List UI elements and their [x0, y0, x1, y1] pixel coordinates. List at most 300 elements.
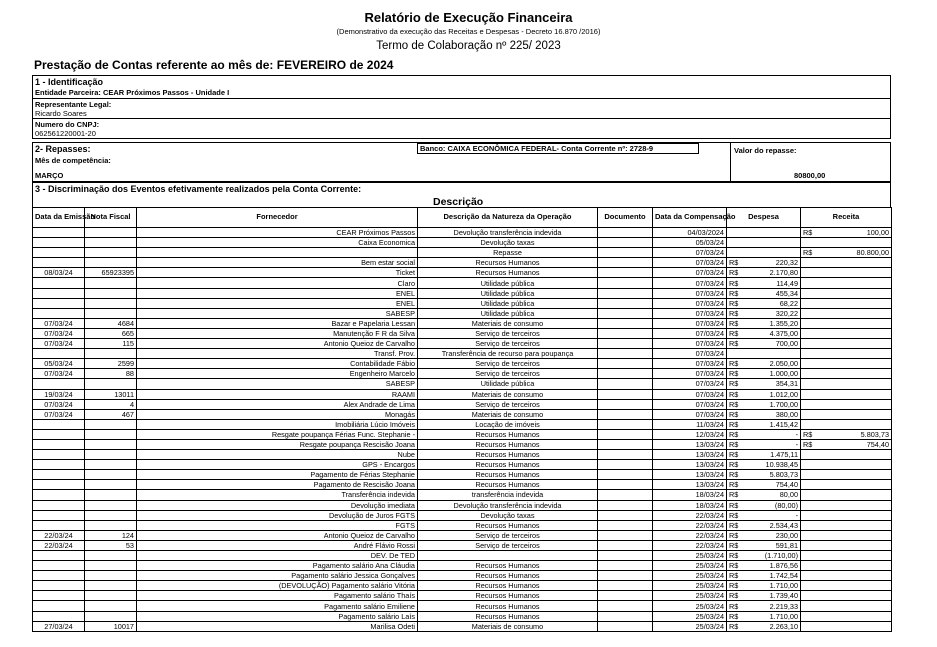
col-nota-fiscal: Nota Fiscal	[85, 208, 137, 228]
cell-despesa-currency	[727, 248, 741, 258]
term-number: Termo de Colaboração nº 225/ 2023	[376, 40, 561, 52]
cell-natureza: Transferência de recurso para poupança	[418, 349, 598, 359]
cell-data-compensacao: 07/03/24	[653, 359, 727, 369]
col-receita: Receita	[801, 208, 892, 228]
cell-receita	[815, 591, 892, 601]
cell-nota-fiscal	[85, 419, 137, 429]
cell-fornecedor: Pagamento salário Thaís	[137, 591, 418, 601]
table-row	[33, 328, 892, 338]
mes-label: Mês de competência:	[35, 156, 111, 165]
cell-data-compensacao: 22/03/24	[653, 510, 727, 520]
cell-receita	[815, 561, 892, 571]
cell-fornecedor: Ticket	[137, 268, 418, 278]
cell-data-compensacao: 07/03/24	[653, 268, 727, 278]
table-row	[33, 561, 892, 571]
cell-receita-currency	[801, 318, 815, 328]
cell-despesa-currency: R$	[727, 318, 741, 328]
cell-natureza: Recursos Humanos	[418, 591, 598, 601]
cell-receita	[815, 450, 892, 460]
cell-natureza: Materiais de consumo	[418, 318, 598, 328]
cell-receita	[815, 510, 892, 520]
cell-natureza: Devolução transferência indevida	[418, 500, 598, 510]
cell-nota-fiscal: 2599	[85, 359, 137, 369]
discriminacao-section	[32, 182, 891, 208]
cell-nota-fiscal: 115	[85, 339, 137, 349]
cell-receita	[815, 268, 892, 278]
cell-nota-fiscal	[85, 460, 137, 470]
cell-receita-currency	[801, 460, 815, 470]
cell-natureza: Devolução taxas	[418, 238, 598, 248]
cell-fornecedor: SABESP	[137, 379, 418, 389]
cell-receita-currency	[801, 349, 815, 359]
cell-documento	[598, 288, 653, 298]
cell-fornecedor: Pagamento de Férias Stephanie	[137, 470, 418, 480]
banco-box	[417, 143, 699, 154]
cell-nota-fiscal: 4684	[85, 318, 137, 328]
cell-natureza: Serviço de terceiros	[418, 530, 598, 540]
cell-despesa: 220,32	[741, 258, 801, 268]
cell-data-compensacao: 07/03/24	[653, 278, 727, 288]
cell-fornecedor: Contabilidade Fábio	[137, 359, 418, 369]
cell-receita	[815, 288, 892, 298]
cell-nota-fiscal: 65923395	[85, 268, 137, 278]
cell-data-emissao	[33, 288, 85, 298]
cell-nota-fiscal	[85, 581, 137, 591]
cell-nota-fiscal	[85, 551, 137, 561]
cell-despesa-currency: R$	[727, 500, 741, 510]
cell-natureza: Utilidade pública	[418, 308, 598, 318]
cell-documento	[598, 399, 653, 409]
table-row	[33, 480, 892, 490]
cell-nota-fiscal	[85, 591, 137, 601]
cell-fornecedor: Devolução imediata	[137, 500, 418, 510]
table-row	[33, 308, 892, 318]
cell-despesa-currency: R$	[727, 288, 741, 298]
cell-natureza: Recursos Humanos	[418, 520, 598, 530]
cell-receita	[815, 540, 892, 550]
repasses-section	[32, 142, 891, 182]
cell-despesa-currency: R$	[727, 379, 741, 389]
cell-receita-currency	[801, 298, 815, 308]
cell-despesa-currency: R$	[727, 470, 741, 480]
table-row	[33, 238, 892, 248]
cell-nota-fiscal	[85, 571, 137, 581]
cell-receita-currency	[801, 611, 815, 621]
cell-nota-fiscal	[85, 601, 137, 611]
cell-receita	[815, 349, 892, 359]
cell-data-compensacao: 07/03/24	[653, 389, 727, 399]
cell-documento	[598, 601, 653, 611]
cell-despesa-currency: R$	[727, 450, 741, 460]
cell-receita	[815, 238, 892, 248]
cell-data-compensacao: 22/03/24	[653, 540, 727, 550]
table-row	[33, 540, 892, 550]
cell-data-emissao	[33, 248, 85, 258]
cell-data-emissao	[33, 439, 85, 449]
cell-data-emissao	[33, 379, 85, 389]
cell-natureza: transferência indevida	[418, 490, 598, 500]
cell-data-compensacao: 07/03/24	[653, 248, 727, 258]
cell-data-emissao: 08/03/24	[33, 268, 85, 278]
cell-despesa: 354,31	[741, 379, 801, 389]
cell-fornecedor: Resgate poupança Rescisão Joana	[137, 439, 418, 449]
cell-data-compensacao: 25/03/24	[653, 621, 727, 631]
cell-natureza: Recursos Humanos	[418, 450, 598, 460]
cell-despesa: 2.219,33	[741, 601, 801, 611]
cell-despesa: 1.739,40	[741, 591, 801, 601]
cell-natureza: Serviço de terceiros	[418, 359, 598, 369]
cell-receita	[815, 419, 892, 429]
cell-despesa: 1.742,54	[741, 571, 801, 581]
cell-fornecedor: Pagamento de Rescisão Joana	[137, 480, 418, 490]
cell-despesa: 68,22	[741, 298, 801, 308]
cell-documento	[598, 429, 653, 439]
cell-fornecedor: ENEL	[137, 288, 418, 298]
cell-receita	[815, 328, 892, 338]
cell-data-compensacao: 05/03/24	[653, 238, 727, 248]
cell-data-compensacao: 25/03/24	[653, 551, 727, 561]
cell-despesa: (1.710,00)	[741, 551, 801, 561]
cell-data-emissao	[33, 429, 85, 439]
cell-natureza: Serviço de terceiros	[418, 328, 598, 338]
cell-data-emissao: 07/03/24	[33, 409, 85, 419]
cell-despesa-currency: R$	[727, 369, 741, 379]
cell-documento	[598, 379, 653, 389]
cell-nota-fiscal	[85, 349, 137, 359]
cell-fornecedor: Alex Andrade de Lima	[137, 399, 418, 409]
cell-receita	[815, 571, 892, 581]
cell-data-emissao	[33, 238, 85, 248]
cell-documento	[598, 551, 653, 561]
report-subtitle: (Demonstrativo da execução das Receitas e Despesas - Decreto 16.870 /2016)	[336, 27, 601, 36]
cell-despesa	[741, 248, 801, 258]
cell-receita	[815, 490, 892, 500]
cell-fornecedor: ENEL	[137, 298, 418, 308]
table-row	[33, 510, 892, 520]
cell-documento	[598, 349, 653, 359]
cell-receita: 100,00	[815, 228, 892, 238]
cell-receita	[815, 530, 892, 540]
cell-data-compensacao: 11/03/24	[653, 419, 727, 429]
cell-fornecedor: Bazar e Papelaria Lessan	[137, 318, 418, 328]
cell-nota-fiscal	[85, 561, 137, 571]
cell-data-emissao: 07/03/24	[33, 328, 85, 338]
cell-despesa	[741, 349, 801, 359]
col-despesa: Despesa	[727, 208, 801, 228]
cell-documento	[598, 470, 653, 480]
cell-data-emissao	[33, 228, 85, 238]
table-row	[33, 369, 892, 379]
cell-data-compensacao: 07/03/24	[653, 369, 727, 379]
cell-despesa: 1.012,00	[741, 389, 801, 399]
cell-receita	[815, 460, 892, 470]
cell-data-emissao	[33, 258, 85, 268]
cell-natureza: Utilidade pública	[418, 379, 598, 389]
cell-despesa: 2.534,43	[741, 520, 801, 530]
cell-despesa: 1.415,42	[741, 419, 801, 429]
cell-despesa: (80,00)	[741, 500, 801, 510]
table-row	[33, 621, 892, 631]
cell-despesa-currency: R$	[727, 530, 741, 540]
cell-documento	[598, 540, 653, 550]
cell-nota-fiscal	[85, 480, 137, 490]
cell-data-compensacao: 18/03/24	[653, 490, 727, 500]
cell-receita-currency	[801, 621, 815, 631]
table-row	[33, 611, 892, 621]
cell-despesa-currency: R$	[727, 520, 741, 530]
cell-nota-fiscal	[85, 470, 137, 480]
cell-nota-fiscal	[85, 429, 137, 439]
cell-data-emissao	[33, 460, 85, 470]
cell-data-compensacao: 07/03/24	[653, 298, 727, 308]
cell-receita-currency	[801, 601, 815, 611]
cell-receita	[815, 581, 892, 591]
cell-nota-fiscal	[85, 439, 137, 449]
cell-data-compensacao: 07/03/24	[653, 328, 727, 338]
representante-value: Ricardo Soares	[35, 109, 87, 118]
cell-receita	[815, 298, 892, 308]
cell-fornecedor: GPS - Encargos	[137, 460, 418, 470]
cell-data-emissao: 22/03/24	[33, 530, 85, 540]
cell-despesa: 754,40	[741, 480, 801, 490]
cell-data-compensacao: 07/03/24	[653, 379, 727, 389]
cell-nota-fiscal: 467	[85, 409, 137, 419]
cell-documento	[598, 409, 653, 419]
cell-despesa: 320,22	[741, 308, 801, 318]
cell-despesa: 80,00	[741, 490, 801, 500]
cell-despesa-currency: R$	[727, 298, 741, 308]
cell-receita	[815, 308, 892, 318]
cell-despesa: 2.170,80	[741, 268, 801, 278]
cell-data-compensacao: 13/03/24	[653, 439, 727, 449]
cell-nota-fiscal	[85, 228, 137, 238]
cell-receita	[815, 500, 892, 510]
cell-data-emissao	[33, 520, 85, 530]
cell-data-compensacao: 22/03/24	[653, 530, 727, 540]
cell-data-compensacao: 25/03/24	[653, 611, 727, 621]
cell-fornecedor: Pagamento salário Ana Cláudia	[137, 561, 418, 571]
cell-documento	[598, 591, 653, 601]
cell-receita-currency	[801, 389, 815, 399]
cell-despesa-currency	[727, 238, 741, 248]
table-row	[33, 429, 892, 439]
cell-natureza: Materiais de consumo	[418, 621, 598, 631]
cell-despesa-currency: R$	[727, 540, 741, 550]
cell-despesa: -	[741, 429, 801, 439]
cell-receita	[815, 318, 892, 328]
cell-data-compensacao: 07/03/24	[653, 399, 727, 409]
cell-nota-fiscal	[85, 490, 137, 500]
cell-natureza: Recursos Humanos	[418, 571, 598, 581]
cell-nota-fiscal	[85, 288, 137, 298]
cell-data-compensacao: 22/03/24	[653, 520, 727, 530]
table-row	[33, 389, 892, 399]
cell-data-compensacao: 07/03/24	[653, 318, 727, 328]
cell-receita-currency	[801, 278, 815, 288]
cell-despesa-currency: R$	[727, 601, 741, 611]
cell-nota-fiscal: 665	[85, 328, 137, 338]
cell-fornecedor: Bem estar social	[137, 258, 418, 268]
cell-fornecedor: Resgate poupança Férias Func. Stephanie -	[137, 429, 418, 439]
cell-fornecedor: Antonio Queioz de Carvalho	[137, 339, 418, 349]
table-row	[33, 520, 892, 530]
cell-natureza: Recursos Humanos	[418, 429, 598, 439]
cell-data-compensacao: 13/03/24	[653, 460, 727, 470]
table-row	[33, 248, 892, 258]
cell-receita-currency	[801, 490, 815, 500]
cell-receita-currency: R$	[801, 429, 815, 439]
cell-fornecedor: (DEVOLUÇÃO) Pagamento salário Vitória	[137, 581, 418, 591]
cell-receita-currency	[801, 520, 815, 530]
cell-documento	[598, 258, 653, 268]
cell-despesa-currency: R$	[727, 278, 741, 288]
cell-natureza: Recursos Humanos	[418, 611, 598, 621]
col-fornecedor: Fornecedor	[137, 208, 418, 228]
cell-documento	[598, 530, 653, 540]
entidade-label: Entidade Parceira: CEAR Próximos Passos - Unidade I	[35, 88, 230, 97]
repasses-heading: 2- Repasses:	[35, 144, 91, 154]
cell-natureza: Materiais de consumo	[418, 389, 598, 399]
cell-fornecedor: Monagás	[137, 409, 418, 419]
cell-receita	[815, 611, 892, 621]
cell-receita-currency	[801, 399, 815, 409]
cell-natureza: Serviço de terceiros	[418, 369, 598, 379]
table-row	[33, 258, 892, 268]
cell-documento	[598, 308, 653, 318]
cell-documento	[598, 268, 653, 278]
cell-natureza: Materiais de consumo	[418, 409, 598, 419]
cell-receita-currency	[801, 238, 815, 248]
cell-nota-fiscal	[85, 238, 137, 248]
cell-data-emissao	[33, 490, 85, 500]
cell-data-emissao	[33, 470, 85, 480]
cell-despesa-currency: R$	[727, 621, 741, 631]
cell-despesa: 4.375,00	[741, 328, 801, 338]
table-row	[33, 268, 892, 278]
cell-documento	[598, 328, 653, 338]
col-data-emissao: Data da Emissão	[33, 208, 85, 228]
prestacao-heading: Prestação de Contas referente ao mês de: FEVEREIRO de 2024	[34, 58, 394, 72]
cell-data-compensacao: 07/03/24	[653, 339, 727, 349]
cell-despesa-currency: R$	[727, 439, 741, 449]
cell-receita-currency	[801, 530, 815, 540]
cell-despesa: 10.938,45	[741, 460, 801, 470]
cell-receita-currency	[801, 510, 815, 520]
table-header-row	[33, 208, 892, 228]
cell-documento	[598, 520, 653, 530]
cell-documento	[598, 561, 653, 571]
cell-despesa-currency: R$	[727, 399, 741, 409]
report-title: Relatório de Execução Financeira	[364, 10, 573, 25]
cell-data-compensacao: 25/03/24	[653, 581, 727, 591]
cell-natureza: Recursos Humanos	[418, 268, 598, 278]
cell-receita-currency	[801, 551, 815, 561]
cell-data-compensacao: 07/03/24	[653, 308, 727, 318]
cell-data-emissao	[33, 349, 85, 359]
table-row	[33, 359, 892, 369]
cell-natureza: Serviço de terceiros	[418, 339, 598, 349]
table-row	[33, 278, 892, 288]
cell-nota-fiscal: 124	[85, 530, 137, 540]
table-row	[33, 500, 892, 510]
cell-data-emissao	[33, 551, 85, 561]
cell-data-emissao	[33, 601, 85, 611]
table-row	[33, 288, 892, 298]
cell-documento	[598, 490, 653, 500]
cell-receita-currency	[801, 480, 815, 490]
cell-documento	[598, 450, 653, 460]
cell-data-compensacao: 25/03/24	[653, 561, 727, 571]
cell-documento	[598, 238, 653, 248]
table-row	[33, 551, 892, 561]
cell-nota-fiscal: 10017	[85, 621, 137, 631]
cell-data-emissao	[33, 571, 85, 581]
cell-documento	[598, 228, 653, 238]
cell-documento	[598, 318, 653, 328]
cell-despesa: 591,81	[741, 540, 801, 550]
cell-despesa: 1.700,00	[741, 399, 801, 409]
cell-receita-currency	[801, 379, 815, 389]
cnpj-label: Numero do CNPJ:	[35, 120, 100, 129]
cell-despesa	[741, 238, 801, 248]
cell-documento	[598, 460, 653, 470]
cell-data-compensacao: 07/03/24	[653, 409, 727, 419]
cell-despesa-currency: R$	[727, 460, 741, 470]
cell-data-emissao: 07/03/24	[33, 318, 85, 328]
cell-receita: 754,40	[815, 439, 892, 449]
table-row	[33, 339, 892, 349]
cell-natureza: Utilidade pública	[418, 298, 598, 308]
cell-data-compensacao: 25/03/24	[653, 601, 727, 611]
cell-despesa: 2.263,10	[741, 621, 801, 631]
cell-despesa: 1.710,00	[741, 581, 801, 591]
identificacao-section	[32, 75, 891, 139]
cell-documento	[598, 439, 653, 449]
cell-receita-currency	[801, 339, 815, 349]
cell-nota-fiscal: 13011	[85, 389, 137, 399]
cell-data-emissao: 27/03/24	[33, 621, 85, 631]
table-row	[33, 318, 892, 328]
cell-receita: 80.800,00	[815, 248, 892, 258]
cell-nota-fiscal	[85, 520, 137, 530]
cell-receita-currency: R$	[801, 439, 815, 449]
events-table	[32, 207, 892, 632]
cell-data-compensacao: 07/03/24	[653, 349, 727, 359]
cell-fornecedor: SABESP	[137, 308, 418, 318]
cell-receita	[815, 470, 892, 480]
cell-receita-currency	[801, 369, 815, 379]
cell-despesa: 5.803,73	[741, 470, 801, 480]
cell-nota-fiscal	[85, 450, 137, 460]
cell-receita-currency	[801, 571, 815, 581]
cell-data-emissao: 22/03/24	[33, 540, 85, 550]
cell-data-emissao: 07/03/24	[33, 369, 85, 379]
cell-fornecedor: Transferência indevida	[137, 490, 418, 500]
table-row	[33, 470, 892, 480]
cell-receita-currency	[801, 470, 815, 480]
cell-despesa	[741, 228, 801, 238]
cell-data-compensacao: 13/03/24	[653, 450, 727, 460]
cell-despesa-currency: R$	[727, 611, 741, 621]
cell-data-compensacao: 13/03/24	[653, 470, 727, 480]
cell-documento	[598, 419, 653, 429]
cell-fornecedor: FGTS	[137, 520, 418, 530]
cell-data-emissao	[33, 591, 85, 601]
cell-receita-currency	[801, 540, 815, 550]
cell-data-emissao	[33, 480, 85, 490]
cell-natureza: Utilidade pública	[418, 288, 598, 298]
cell-natureza: Recursos Humanos	[418, 470, 598, 480]
